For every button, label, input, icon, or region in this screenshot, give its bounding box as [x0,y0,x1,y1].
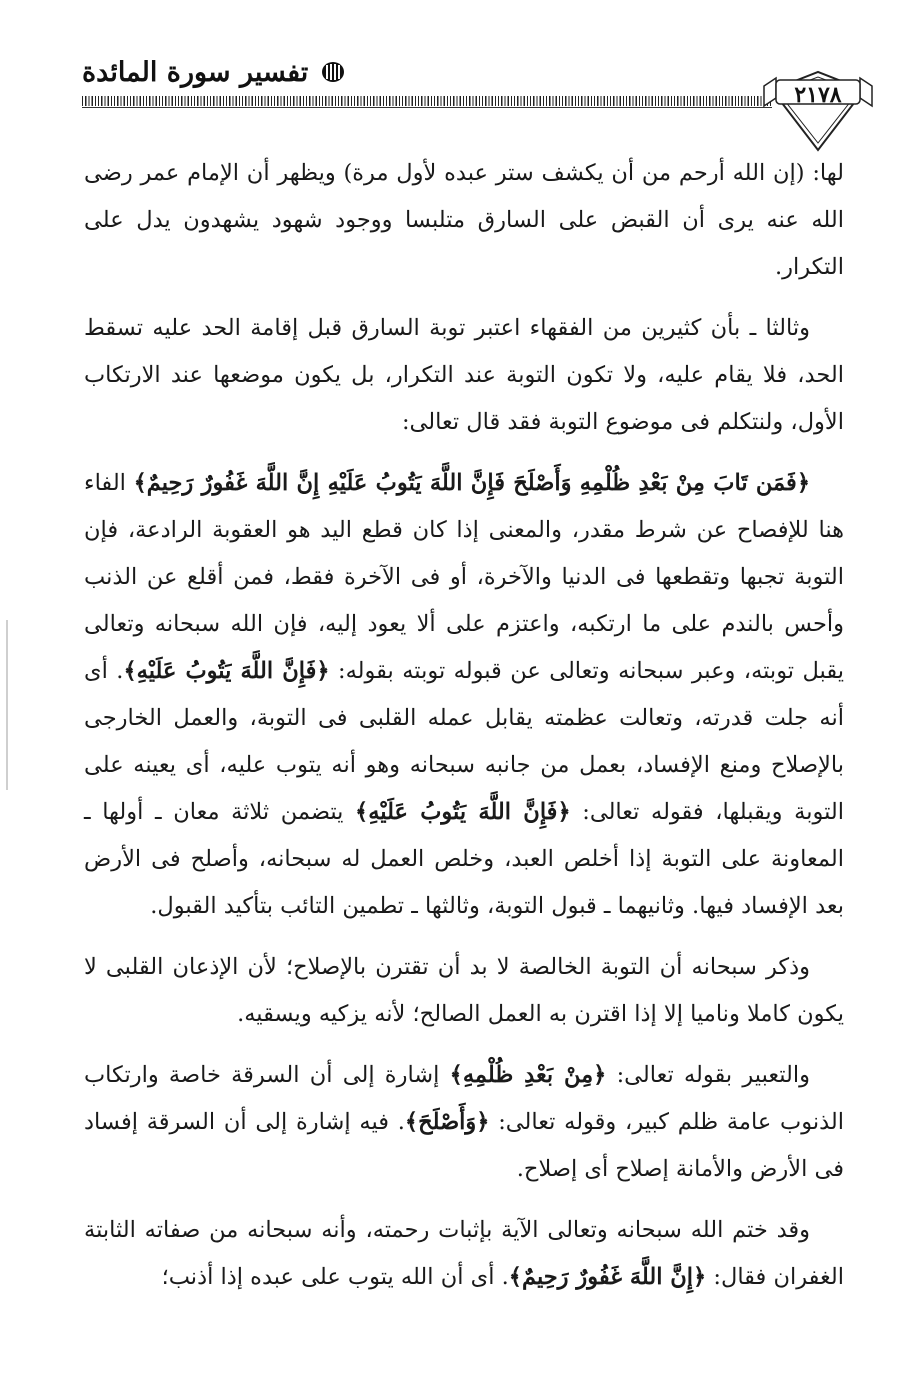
body-text: والتعبير بقوله تعالى: [606,1062,810,1088]
body-text: وثالثا ـ بأن كثيرين من الفقهاء اعتبر توبة السارق قبل إقامة الحد عليه تسقط الحد، فلا يقام عليه، ولا تكون التوبة عند التكرار، بل يكون موضعها عند الارتكاب الأول، ولنتكلم فى موضوع التوبة فقد قال تعالى: [84,315,844,435]
quran-quote: ﴿فَمَن تَابَ مِنْ بَعْدِ ظُلْمِهِ وَأَصْلَحَ فَإِنَّ اللَّهَ يَتُوبُ عَلَيْهِ إِنَّ اللَّهَ غَفُورٌ رَحِيمٌ﴾ [133,470,810,496]
page-number: ٢١٧٨ [794,82,842,108]
quran-quote: ﴿فَإِنَّ اللَّهَ يَتُوبُ عَلَيْهِ﴾ [123,658,330,684]
body-text: الفاء هنا للإفصاح عن شرط مقدر، والمعنى إذا كان قطع اليد هو العقوبة الرادعة، فإن التوبة تجبها وتقطعها فى الدنيا والآخرة، أو فى الآخرة فقط، فمن أقلع عن الذنب وأحس بالندم على ما ارتكبه، واعتزم على ألا يعود إليه، فإن الله سبحانه وتعالى يقبل توبته، وعبر سبحانه وتعالى عن قبوله توبته بقوله: [84,470,844,684]
running-head [82,52,346,92]
body-text: . أى أن الله يتوب على عبده إذا أذنب؛ [161,1264,509,1290]
ornament-icon [320,60,346,84]
paragraph [84,460,844,930]
quran-quote: ﴿وَأَصْلَحَ﴾ [404,1109,490,1135]
paragraph [84,150,844,291]
body-text: وقد ختم الله سبحانه وتعالى الآية بإثبات رحمته، وأنه سبحانه من صفاته الثابتة الغفران فقال: [84,1217,844,1290]
paragraph [84,1052,844,1193]
scan-margin-mark [6,620,8,790]
running-title: تفسير سورة المائدة [82,56,309,88]
paragraph [84,305,844,446]
page-body [84,150,844,1315]
paragraph [84,1207,844,1301]
paragraph [84,944,844,1038]
body-text: . أى أنه جلت قدرته، وتعالت عظمته يقابل عمله القلبى فى التوبة، والعمل الخارجى بالإصلاح ومنع الإفساد، بعمل من جانبه سبحانه وهو أنه يتوب عليه، أى يعينه على التوبة ويقبلها، فقوله تعالى: [84,658,844,825]
page-number-badge [762,68,874,152]
quran-quote: ﴿إِنَّ اللَّهَ غَفُورٌ رَحِيمٌ﴾ [508,1264,707,1290]
body-text: لها: (إن الله أرحم من أن يكشف ستر عبده لأول مرة) ويظهر أن الإمام عمر رضى الله عنه يرى أن القبض على السارق متلبسا ووجود شهود يشهدون يدل على التكرار. [84,160,844,280]
quran-quote: ﴿فَإِنَّ اللَّهَ يَتُوبُ عَلَيْهِ﴾ [355,799,571,825]
body-text: إشارة إلى أن السرقة خاصة وارتكاب الذنوب عامة ظلم كبير، وقوله تعالى: [84,1062,844,1135]
quran-quote: ﴿مِنْ بَعْدِ ظُلْمِهِ﴾ [449,1062,607,1088]
body-text: يتضمن ثلاثة معان ـ أولها ـ المعاونة على التوبة إذا أخلص العبد، وخلص العمل له سبحانه، وأصلح فى الأرض بعد الإفساد فيها. وثانيهما ـ قبول التوبة، وثالثها ـ تطمين التائب بتأكيد القبول. [84,799,844,919]
header-rule [82,96,772,106]
body-text: وذكر سبحانه أن التوبة الخالصة لا بد أن تقترن بالإصلاح؛ لأن الإذعان القلبى لا يكون كاملا وناميا إلا إذا اقترن به العمل الصالح؛ لأنه يزكيه ويسقيه. [84,954,844,1027]
body-text: . فيه إشارة إلى أن السرقة إفساد فى الأرض والأمانة إصلاح أى إصلاح. [84,1109,844,1182]
header-rule-line [82,107,772,108]
